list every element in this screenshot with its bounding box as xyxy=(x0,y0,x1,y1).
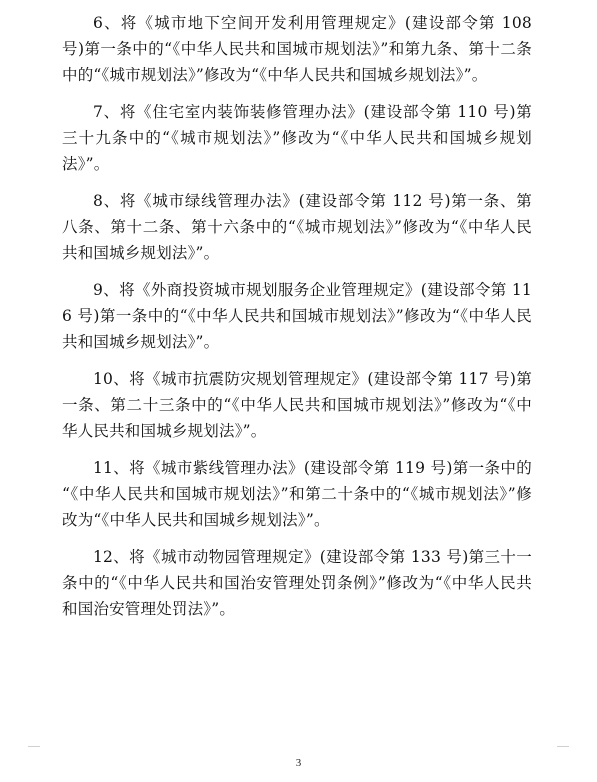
page-corner-mark-left xyxy=(28,746,40,747)
page-corner-mark-right xyxy=(557,746,569,747)
page-number: 3 xyxy=(295,757,302,769)
paragraph-item-8: 8、将《城市绿线管理办法》(建设部令第 112 号)第一条、第八条、第十二条、第十六条中的“《城市规划法》”修改为“《中华人民共和国城乡规划法》”。 xyxy=(62,192,532,262)
paragraph-item-12: 12、将《城市动物园管理规定》(建设部令第 133 号)第三十一条中的“《中华人民共和国治安管理处罚条例》”修改为“《中华人民共和国治安管理处罚法》”。 xyxy=(62,548,532,618)
paragraph-item-7: 7、将《住宅室内装饰装修管理办法》(建设部令第 110 号)第三十九条中的“《城市规划法》”修改为“《中华人民共和国城乡规划法》”。 xyxy=(62,103,532,173)
paragraph-item-6: 6、将《城市地下空间开发利用管理规定》(建设部令第 108 号)第一条中的“《中华人民共和国城市规划法》”和第九条、第十二条中的“《城市规划法》”修改为“《中华人民共和国城乡规划法》”。 xyxy=(62,14,532,84)
paragraph-item-10: 10、将《城市抗震防灾规划管理规定》(建设部令第 117 号)第一条、第二十三条中的“《中华人民共和国城市规划法》”修改为“《中华人民共和国城乡规划法》”。 xyxy=(62,370,532,440)
paragraph-item-11: 11、将《城市紫线管理办法》(建设部令第 119 号)第一条中的 “《中华人民共和国城市规划法》”和第二十条中的“《城市规划法》”修改为“《中华人民共和国城乡规划法》”。 xyxy=(62,459,532,529)
document-body xyxy=(62,10,532,633)
paragraph-item-9: 9、将《外商投资城市规划服务企业管理规定》(建设部令第 116 号)第一条中的“《中华人民共和国城市规划法》”修改为“《中华人民共和国城乡规划法》”。 xyxy=(62,281,532,351)
